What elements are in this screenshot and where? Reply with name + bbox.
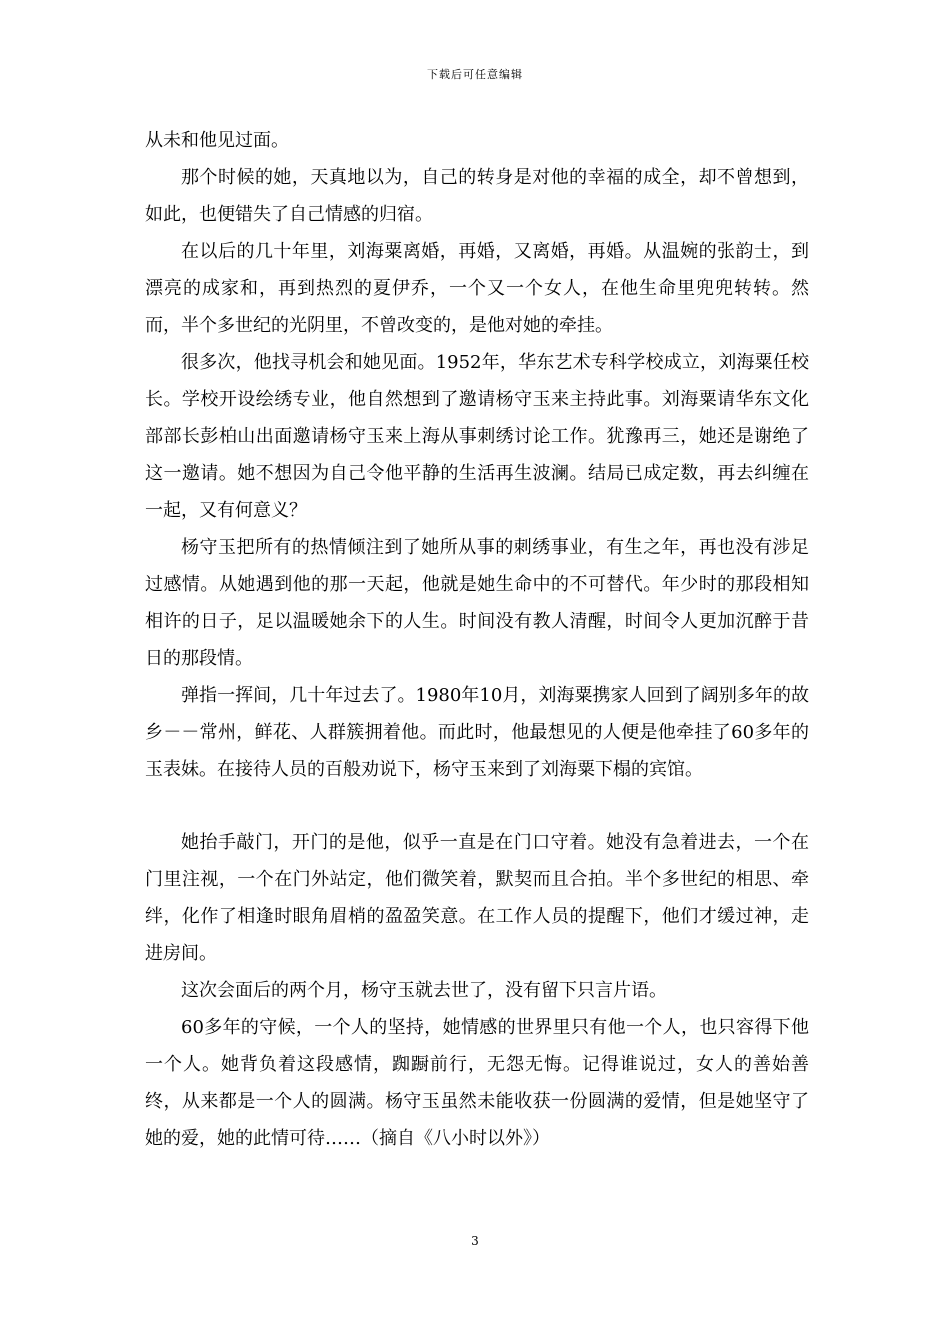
page-number: 3 bbox=[471, 1234, 479, 1248]
paragraph: 她抬手敲门，开门的是他，似乎一直是在门口守着。她没有急着进去，一个在门里注视，一个在门外站定，他们微笑着，默契而且合拍。半个多世纪的相思、牵绊，化作了相逢时眼角眉梢的盈盈笑意。在工作人员的提醒下，他们才缓过神，走进房间。 bbox=[145, 832, 809, 964]
document-body bbox=[145, 122, 809, 1157]
paragraph: 在以后的几十年里，刘海粟离婚，再婚，又离婚，再婚。从温婉的张韵士，到漂亮的成家和，再到热烈的夏伊乔，一个又一个女人，在他生命里兜兜转转。然而，半个多世纪的光阴里，不曾改变的，是他对她的牵挂。 bbox=[145, 241, 809, 336]
page-header: 下载后可任意编辑 bbox=[427, 68, 523, 81]
paragraph: 那个时候的她，天真地以为，自己的转身是对他的幸福的成全，却不曾想到，如此，也便错失了自己情感的归宿。 bbox=[145, 167, 809, 225]
paragraph: 60多年的守候，一个人的坚持，她情感的世界里只有他一个人，也只容得下他一个人。她背负着这段感情，踟蹰前行，无怨无悔。记得谁说过，女人的善始善终，从来都是一个人的圆满。杨守玉虽然未能收获一份圆满的爱情，但是她坚守了她的爱，她的此情可待……（摘自《八小时以外》） bbox=[145, 1017, 809, 1149]
paragraph: 很多次，他找寻机会和她见面。1952年，华东艺术专科学校成立，刘海粟任校长。学校开设绘绣专业，他自然想到了邀请杨守玉来主持此事。刘海粟请华东文化部部长彭柏山出面邀请杨守玉来上海从事刺绣讨论工作。犹豫再三，她还是谢绝了这一邀请。她不想因为自己令他平静的生活再生波澜。结局已成定数，再去纠缠在一起，又有何意义？ bbox=[145, 352, 809, 521]
paragraph-spacer bbox=[145, 788, 809, 824]
paragraph-continuation: 从未和他见过面。 bbox=[145, 130, 289, 151]
paragraph: 弹指一挥间，几十年过去了。1980年10月，刘海粟携家人回到了阔别多年的故乡－－常州，鲜花、人群簇拥着他。而此时，他最想见的人便是他牵挂了60多年的玉表妹。在接待人员的百般劝说下，杨守玉来到了刘海粟下榻的宾馆。 bbox=[145, 685, 809, 780]
paragraph: 杨守玉把所有的热情倾注到了她所从事的刺绣事业，有生之年，再也没有涉足过感情。从她遇到他的那一天起，他就是她生命中的不可替代。年少时的那段相知相许的日子，足以温暖她余下的人生。时间没有教人清醒，时间令人更加沉醉于昔日的那段情。 bbox=[145, 537, 809, 669]
paragraph: 这次会面后的两个月，杨守玉就去世了，没有留下只言片语。 bbox=[181, 980, 667, 1001]
